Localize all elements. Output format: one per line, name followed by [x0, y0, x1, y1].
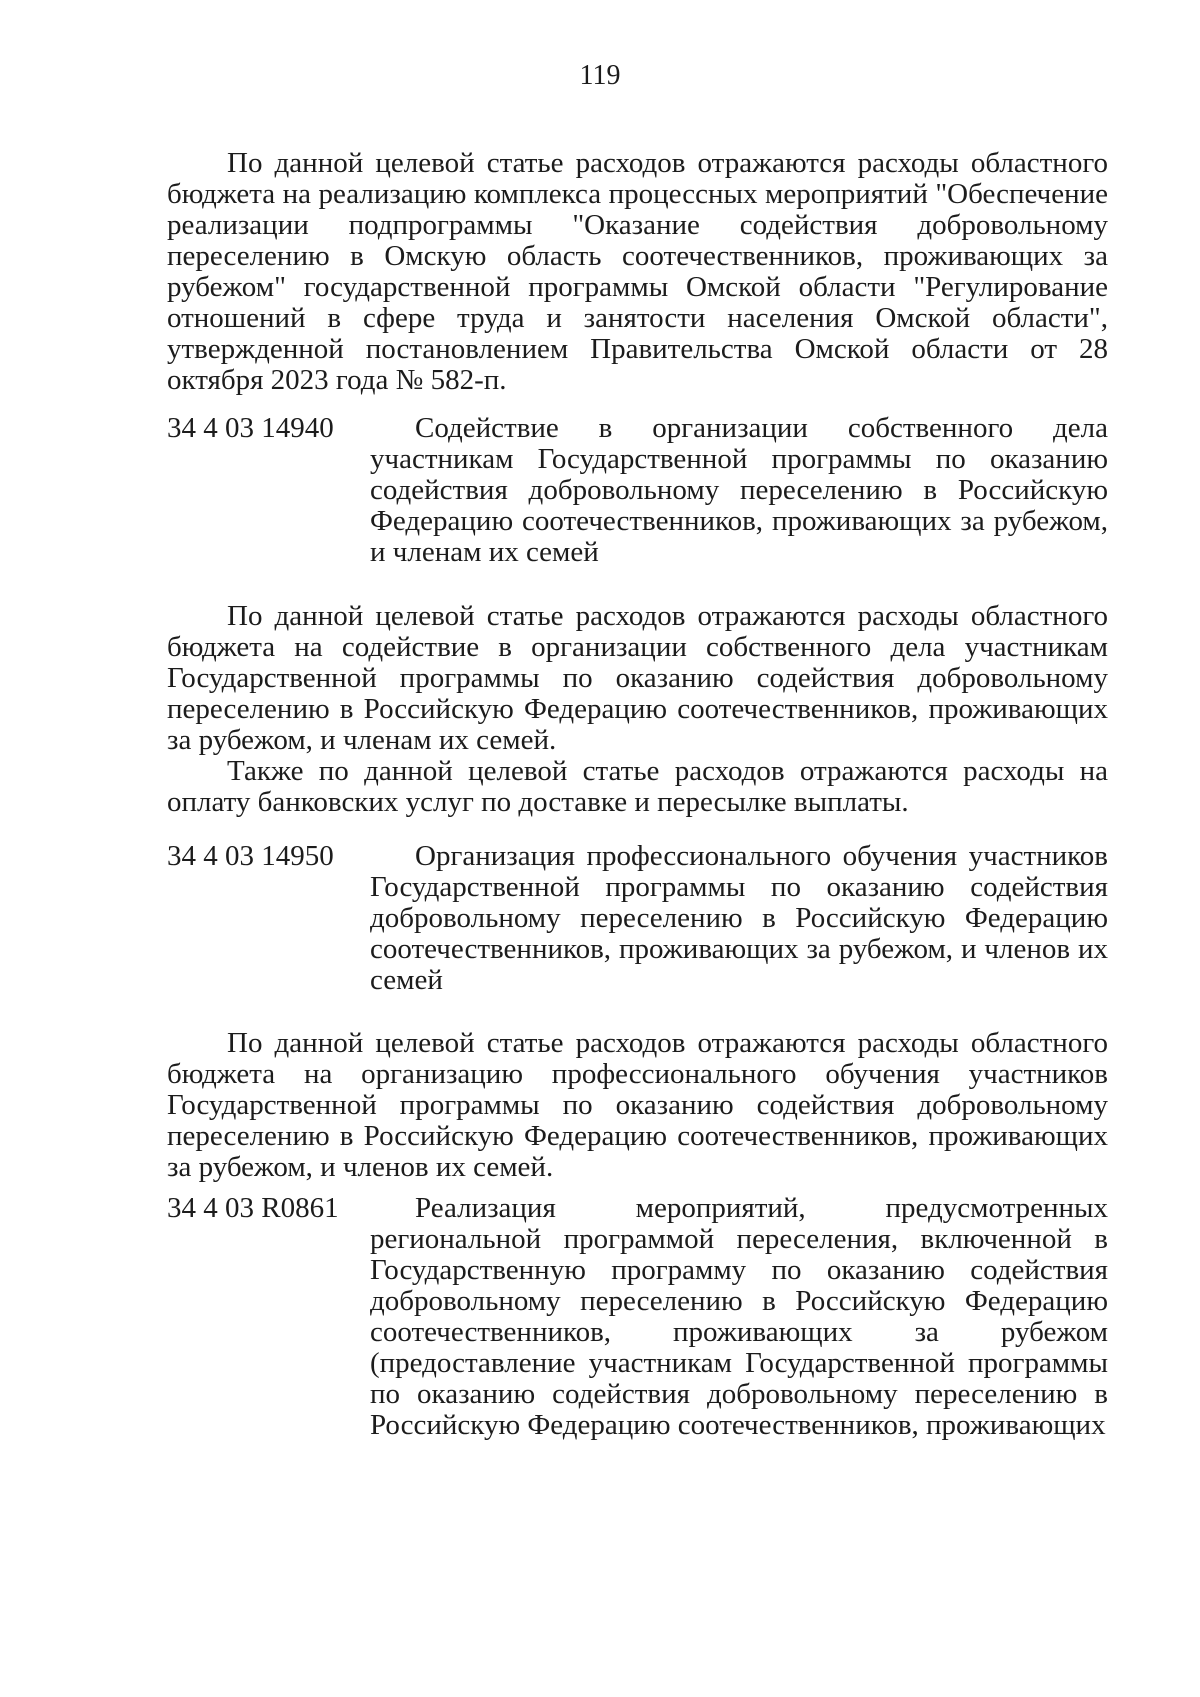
- article-code: 34 4 03 14940: [167, 412, 334, 444]
- paragraph-own-business-expenses: По данной целевой статье расходов отражаются расходы областного бюджета на содействие в организации собственного дела участникам Государственной программы по оказанию содействия добровольному переселению в Российскую Федерацию соотечественников, проживающих за рубежом, и членам их семей.: [167, 600, 1108, 756]
- paragraph-professional-training-expenses: По данной целевой статье расходов отражаются расходы областного бюджета на организацию профессионального обучения участников Государственной программы по оказанию содействия добровольному переселению в Российскую Федерацию соотечественников, проживающих за рубежом, и членов их семей.: [167, 1027, 1108, 1183]
- article-title: Организация профессионального обучения участников Государственной программы по оказанию содействия добровольному переселению в Российскую Федерацию соотечественников, проживающих за рубежом, и членов их семей: [370, 840, 1108, 996]
- page-number: 119: [579, 60, 621, 91]
- article-code: 34 4 03 14950: [167, 840, 334, 872]
- article-title: Содействие в организации собственного дела участникам Государственной программы по оказанию содействия добровольному переселению в Российскую Федерацию соотечественников, проживающих за рубежом, и членам их семей: [370, 412, 1108, 568]
- article-title: Реализация мероприятий, предусмотренных региональной программой переселения, включенной в Государственную программу по оказанию содействия добровольному переселению в Российскую Федерацию соотечественников, проживающих за рубежом (предоставление участникам Государственной программы по оказанию содействия добровольному переселению в Российскую Федерацию соотечественников, проживающих: [370, 1192, 1108, 1441]
- paragraph-bank-services: Также по данной целевой статье расходов отражаются расходы на оплату банковских услуг по доставке и пересылке выплаты.: [167, 755, 1108, 818]
- article-code: 34 4 03 R0861: [167, 1192, 339, 1224]
- paragraph-process-activities: По данной целевой статье расходов отражаются расходы областного бюджета на реализацию комплекса процессных мероприятий "Обеспечение реализации подпрограммы "Оказание содействия добровольному переселению в Омскую область соотечественников, проживающих за рубежом" государственной программы Омской области "Регулирование отношений в сфере труда и занятости населения Омской области", утвержденной постановлением Правительства Омской области от 28 октября 2023 года № 582-п.: [167, 147, 1108, 396]
